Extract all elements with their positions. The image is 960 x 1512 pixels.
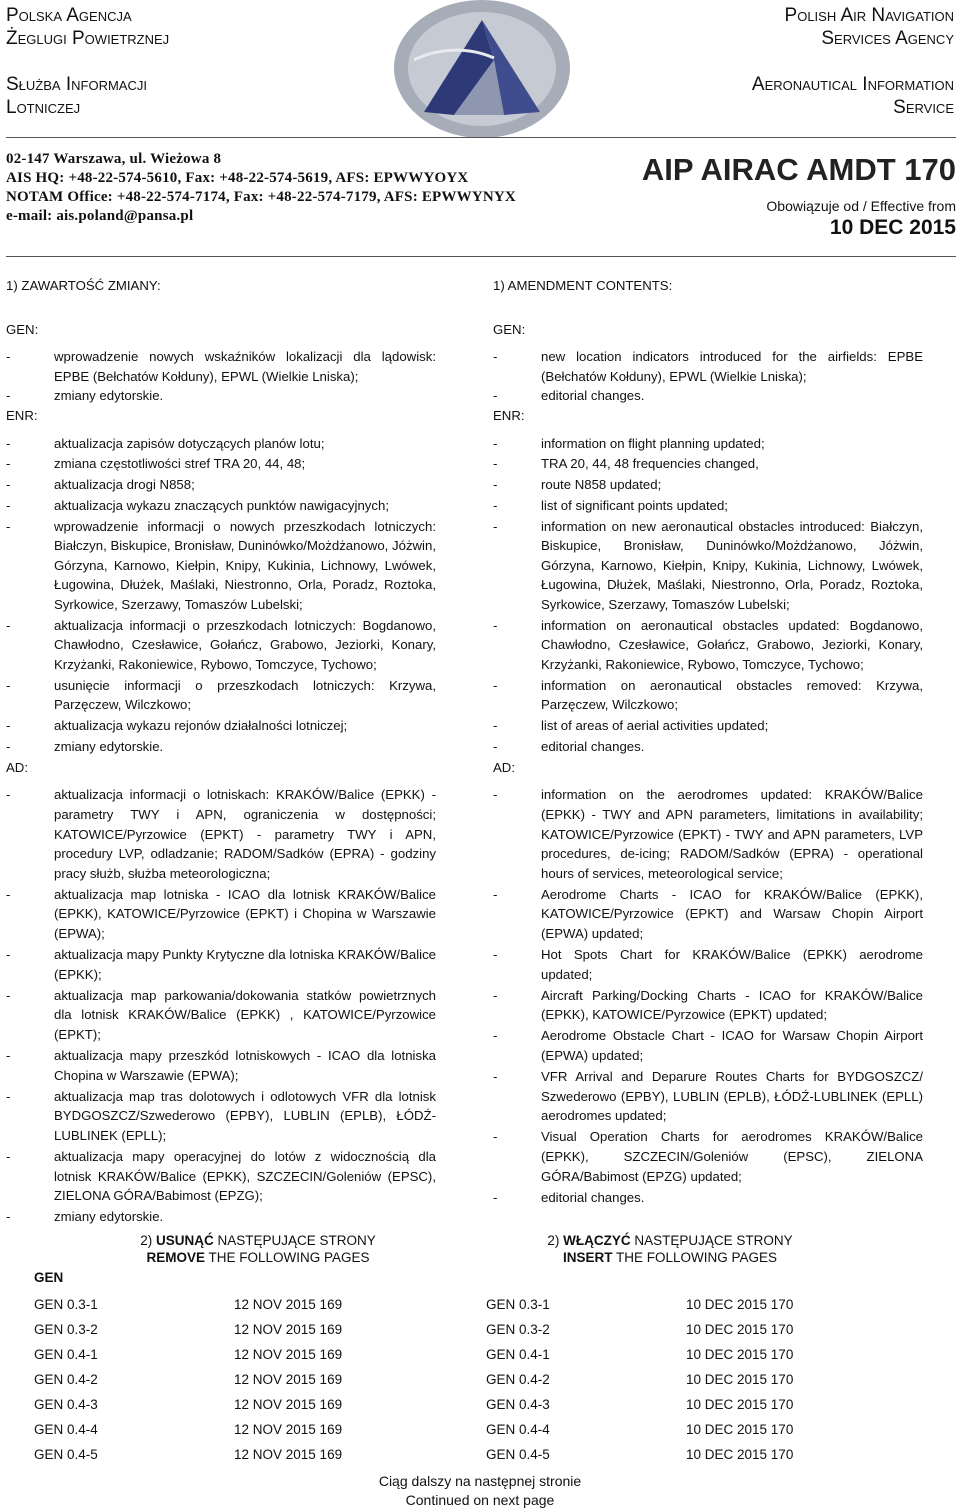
list-item-text: editorial changes. (541, 388, 645, 404)
list-item-text: Visual Operation Charts for aerodromes KRAKÓW/Balice (EPKK), SZCZECIN/Goleniów (EPSC), ZIELONA GÓRA/Babimost (EPZG) updated; (541, 1129, 923, 1184)
dash-mark: - (493, 1129, 498, 1145)
list-bullet (493, 616, 517, 675)
list-bullet (6, 885, 30, 944)
dash-mark: - (6, 886, 11, 902)
list-item (6, 785, 436, 883)
page-id: GEN 0.3-2 (486, 1322, 550, 1337)
dash-mark: - (493, 388, 498, 404)
notam-office: NOTAM Office: +48-22-574-7174, Fax: +48-22-574-7179, AFS: EPWWYNYX (6, 189, 516, 205)
list-bullet (493, 1127, 517, 1186)
list-item (6, 517, 436, 615)
list-item-text: zmiany edytorskie. (54, 1209, 164, 1225)
page-row (486, 1392, 793, 1417)
list-item (6, 1046, 436, 1085)
list-item-text: zmiana częstotliwości stref TRA 20, 44, 48; (54, 456, 306, 472)
page-row (34, 1417, 342, 1442)
header-divider (6, 137, 956, 138)
dash-mark: - (493, 1028, 498, 1044)
list-item (6, 616, 436, 675)
list-item-text: information on aeronautical obstacles removed: Krzywa, Parzęczew, Wilczkowo; (541, 677, 923, 713)
page-amendment: 12 NOV 2015 169 (234, 1447, 343, 1462)
list-item-text: aktualizacja map lotniska - ICAO dla lotnisk KRAKÓW/Balice (EPKK), KATOWICE/Pyrzowice (EPKT) i Chopina w Warszawie (EPWA); (54, 886, 436, 941)
insert-heading (540, 1232, 800, 1266)
list-item (6, 1087, 436, 1146)
dash-mark: - (6, 987, 11, 1003)
list-bullet (6, 1046, 30, 1085)
section-heading: 1) AMENDMENT CONTENTS: (493, 278, 673, 293)
page-id: GEN 0.4-5 (34, 1447, 98, 1462)
list-item-text: Hot Spots Chart for KRAKÓW/Balice (EPKK) aerodrome updated; (541, 947, 923, 982)
dash-mark: - (6, 1209, 11, 1225)
list-item-text: zmiany edytorskie. (54, 738, 164, 754)
dash-mark: - (6, 388, 11, 404)
list-item-text: VFR Arrival and Deparure Routes Charts for BYDGOSZCZ/ Szwederowo (EPBY), LUBLIN (EPLB), ŁÓDŹ-LUBLINEK (EPLL) aerodromes updated; (541, 1069, 923, 1124)
list-item (493, 517, 923, 615)
amendment-title: AIP AIRAC AMDT 170 (641, 152, 956, 187)
list-item (6, 986, 436, 1045)
list-item-text: list of significant points updated; (541, 497, 728, 513)
page-amendment: 10 DEC 2015 170 (686, 1422, 794, 1437)
list-bullet (493, 454, 517, 474)
list-item-text: zmiany edytorskie. (54, 388, 164, 404)
list-item (493, 386, 923, 406)
list-item (6, 496, 436, 516)
remove-rest-en: THE FOLLOWING PAGES (204, 1250, 370, 1265)
list-bullet (6, 716, 30, 736)
list-item (6, 1207, 436, 1227)
list-bullet (493, 986, 517, 1025)
page-row (486, 1367, 793, 1392)
page-row (486, 1442, 793, 1467)
list-bullet (6, 517, 30, 615)
list-item (493, 475, 923, 495)
list-bullet (6, 386, 30, 406)
en-org-line2: Services Agency (821, 28, 954, 49)
dash-mark: - (493, 1069, 498, 1085)
page-id: GEN 0.4-3 (486, 1397, 550, 1412)
list-item-text: editorial changes. (541, 1189, 645, 1205)
section-label-enr: ENR: (6, 407, 38, 423)
pl-org-line1: Polska Agencja (6, 5, 132, 26)
list-item (6, 454, 436, 474)
page-amendment: 12 NOV 2015 169 (234, 1397, 343, 1412)
list-bullet (6, 986, 30, 1045)
list-item (493, 716, 923, 736)
dash-mark: - (493, 477, 498, 493)
list-item-text: aktualizacja informacji o lotniskach: KRAKÓW/Balice (EPKK) - parametry TWY i APN, ograniczenia w dostępności; KATOWICE/Pyrzowice (EPKT) - parametry TWY i APN, procedury LVP, odladzanie; RADOM/Sadków (EPRA) - godziny pracy służb, służba meteorologiczna; (54, 787, 436, 881)
list-item (493, 496, 923, 516)
dash-mark: - (493, 617, 498, 633)
list-bullet (6, 945, 30, 984)
list-item (6, 434, 436, 454)
page-amendment: 12 NOV 2015 169 (234, 1422, 343, 1437)
en-service-line1: Aeronautical Information (751, 74, 954, 95)
ais-hq: AIS HQ: +48-22-574-5610, Fax: +48-22-574-5619, AFS: EPWWYOYX (6, 170, 469, 186)
dash-mark: - (6, 738, 11, 754)
list-bullet (493, 475, 517, 495)
insert-bold-en: INSERT (562, 1250, 613, 1265)
insert-bold-pl: WŁĄCZYĆ (563, 1233, 631, 1248)
list-item (493, 616, 923, 675)
section-label-gen: GEN: (6, 321, 39, 337)
page-amendment: 12 NOV 2015 169 (234, 1322, 343, 1337)
page-amendment: 10 DEC 2015 170 (686, 1297, 794, 1312)
dash-mark: - (493, 1189, 498, 1205)
page-row (34, 1342, 342, 1367)
pl-service-line1: Służba Informacji (6, 74, 147, 95)
list-item-text: TRA 20, 44, 48 frequencies changed, (541, 456, 759, 472)
insert-prefix: 2) (547, 1233, 564, 1248)
remove-prefix: 2) (140, 1233, 156, 1248)
list-bullet (493, 1026, 517, 1065)
list-item-text: aktualizacja map parkowania/dokowania statków powietrznych dla lotnisk KRAKÓW/Balice (EPKK) , KATOWICE/Pyrzowice (EPKT); (54, 987, 436, 1042)
page-id: GEN 0.4-3 (34, 1397, 98, 1412)
list-bullet (6, 737, 30, 757)
list-bullet (493, 716, 517, 736)
dash-mark: - (493, 718, 498, 734)
section-label-ad: AD: (493, 759, 515, 775)
list-bullet (6, 454, 30, 474)
list-bullet (6, 1147, 30, 1206)
page-id: GEN 0.4-1 (34, 1347, 98, 1362)
dash-mark: - (493, 456, 498, 472)
list-bullet (6, 785, 30, 883)
list-bullet (6, 475, 30, 495)
pl-org-line2: Żeglugi Powietrznej (6, 28, 170, 49)
dash-mark: - (6, 456, 11, 472)
page-id: GEN 0.4-1 (486, 1347, 550, 1362)
dash-mark: - (493, 349, 498, 365)
remove-section-label: GEN (34, 1270, 64, 1285)
list-item-text: new location indicators introduced for the airfields: EPBE (Bełchatów Kołduny), EPWL (Wielkie Lniska); (541, 349, 923, 384)
section-label-ad: AD: (6, 759, 28, 775)
page-id: GEN 0.3-1 (486, 1297, 550, 1312)
page-amendment: 10 DEC 2015 170 (686, 1347, 794, 1362)
en-service-line2: Service (893, 97, 954, 118)
list-item (6, 347, 436, 386)
footer-pl: Ciąg dalszy na następnej stronie (378, 1473, 582, 1489)
list-bullet (493, 1188, 517, 1208)
remove-bold-en: REMOVE (146, 1250, 205, 1265)
list-item (6, 885, 436, 944)
dash-mark: - (6, 947, 11, 963)
page-id: GEN 0.4-4 (486, 1422, 550, 1437)
page-id: GEN 0.4-2 (486, 1372, 550, 1387)
dash-mark: - (6, 718, 11, 734)
list-item (493, 676, 923, 715)
email: e-mail: ais.poland@pansa.pl (6, 208, 194, 224)
list-item (493, 347, 923, 386)
section-heading: 1) ZAWARTOŚĆ ZMIANY: (6, 278, 161, 293)
header-polish (6, 4, 169, 119)
insert-pages-list (486, 1292, 793, 1467)
list-item (6, 945, 436, 984)
dash-mark: - (6, 787, 11, 803)
page-row (34, 1442, 342, 1467)
list-item-text: Aerodrome Charts - ICAO for KRAKÓW/Balice (EPKK), KATOWICE/Pyrzowice (EPKT) and Warsaw Chopin Airport (EPWA) updated; (541, 886, 923, 941)
list-item (493, 434, 923, 454)
list-item (493, 1067, 923, 1126)
dash-mark: - (6, 349, 11, 365)
list-item-text: information on new aeronautical obstacles introduced: Białczyn, Biskupice, Bronisław, Duninówko/Możdżanowo, Jóżwin, Górzyna, Karnowo, Kiełpin, Knipy, Kukinia, Lichnowy, Lwówek, Ługowina, Dłużek, Maślaki, Niestronno, Orla, Poradz, Roztoka, Syrkowice, Szerzawy, Tomaszów Lubelski; (541, 518, 923, 613)
list-item-text: aktualizacja mapy Punkty Krytyczne dla lotniska KRAKÓW/Balice (EPKK); (54, 947, 436, 982)
insert-rest-pl: NASTĘPUJĄCE STRONY (630, 1233, 793, 1248)
dash-mark: - (493, 738, 498, 754)
page-amendment: 10 DEC 2015 170 (686, 1447, 794, 1462)
contact-block (6, 150, 516, 226)
header-english (752, 4, 954, 119)
dash-mark: - (6, 477, 11, 493)
insert-rest-en: THE FOLLOWING PAGES (612, 1250, 778, 1265)
address: 02-147 Warszawa, ul. Wieżowa 8 (6, 151, 222, 167)
remove-heading (128, 1232, 388, 1266)
list-bullet (493, 386, 517, 406)
dash-mark: - (6, 435, 11, 451)
footer-en: Continued on next page (405, 1492, 555, 1508)
list-item-text: aktualizacja wykazu rejonów działalności lotniczej; (54, 718, 348, 734)
dash-mark: - (6, 518, 11, 534)
page-amendment: 12 NOV 2015 169 (234, 1297, 343, 1312)
list-bullet (493, 785, 517, 883)
list-bullet (6, 1087, 30, 1146)
page-row (34, 1367, 342, 1392)
list-item (6, 737, 436, 757)
list-bullet (493, 434, 517, 454)
list-item-text: information on aeronautical obstacles updated: Bogdanowo, Chawłodno, Czesławice, Gołańcz, Grabowo, Jeziorki, Konary, Krzyżanki, Rakoniewice, Rybowo, Tomczyce, Tychowo; (541, 617, 923, 673)
page-id: GEN 0.3-2 (34, 1322, 98, 1337)
page-id: GEN 0.4-2 (34, 1372, 98, 1387)
list-item (6, 475, 436, 495)
page-id: GEN 0.4-4 (34, 1422, 98, 1437)
list-item-text: Aircraft Parking/Docking Charts - ICAO for KRAKÓW/Balice (EPKK), KATOWICE/Pyrzowice (EPKT) updated; (541, 987, 923, 1023)
list-item (6, 1147, 436, 1206)
list-item (6, 716, 436, 736)
amendment-block (642, 152, 956, 240)
dash-mark: - (493, 947, 498, 963)
list-item-text: aktualizacja map tras dolotowych i odlotowych VFR dla lotnisk BYDGOSZCZ/Szwederowo (EPBY), LUBLIN (EPLB), ŁÓDŹ-LUBLINEK (EPLL); (54, 1088, 436, 1143)
list-item (493, 785, 923, 883)
remove-rest-pl: NASTĘPUJĄCE STRONY (213, 1233, 376, 1248)
list-item (493, 1127, 923, 1186)
dash-mark: - (6, 497, 11, 513)
list-item (6, 676, 436, 715)
dash-mark: - (493, 497, 498, 513)
list-bullet (6, 347, 30, 386)
page-row (34, 1292, 342, 1317)
pl-service-line2: Lotniczej (6, 97, 81, 118)
list-item-text: aktualizacja mapy operacyjnej do lotów z widocznością dla lotnisk KRAKÓW/Balice (EPKK), SZCZECIN/Goleniów (EPSC), ZIELONA GÓRA/Babimost (EPZG); (54, 1149, 436, 1204)
list-item-text: aktualizacja mapy przeszkód lotniskowych - ICAO dla lotniska Chopina w Warszawie (EPWA); (54, 1048, 436, 1083)
list-item-text: aktualizacja informacji o przeszkodach lotniczych: Bogdanowo, Chawłodno, Czesławice, Gołańcz, Grabowo, Jeziorki, Konary, Krzyżanki, Rakoniewice, Rybowo, Tomczyce, Tychowo; (54, 617, 436, 673)
list-bullet (493, 1067, 517, 1126)
list-item (493, 986, 923, 1025)
dash-mark: - (493, 677, 498, 693)
footer (0, 1472, 960, 1510)
list-item (493, 1188, 923, 1208)
list-item (493, 454, 923, 474)
page-row (486, 1417, 793, 1442)
page-row (34, 1317, 342, 1342)
contact-divider (6, 256, 956, 257)
list-item-text: information on flight planning updated; (541, 435, 765, 451)
list-item-text: editorial changes. (541, 738, 645, 754)
list-bullet (6, 676, 30, 715)
list-bullet (493, 496, 517, 516)
page-row (486, 1342, 793, 1367)
dash-mark: - (6, 617, 11, 633)
section-label-gen: GEN: (493, 321, 526, 337)
dash-mark: - (493, 987, 498, 1003)
section-label-enr: ENR: (493, 407, 525, 423)
list-item (493, 1026, 923, 1065)
list-bullet (493, 676, 517, 715)
dash-mark: - (6, 1149, 11, 1165)
en-org-line1: Polish Air Navigation (784, 5, 954, 26)
list-bullet (493, 945, 517, 984)
list-item-text: aktualizacja wykazu znaczących punktów nawigacyjnych; (54, 497, 389, 513)
list-item-text: wprowadzenie informacji o nowych przeszkodach lotniczych: Białczyn, Biskupice, Bronisław, Duninówko/Możdżanowo, Jóżwin, Górzyna, Karnowo, Kiełpin, Knipy, Kukinia, Lichnowy, Lwówek, Ługowina, Dłużek, Maślaki, Niestronno, Orla, Poradz, Roztoka, Syrkowice, Szerzawy, Tomaszów Lubelski; (54, 518, 436, 613)
dash-mark: - (493, 518, 498, 534)
contents-polish (6, 276, 436, 1227)
list-bullet (493, 737, 517, 757)
dash-mark: - (493, 435, 498, 451)
effective-date: 10 DEC 2015 (829, 216, 956, 239)
list-item-text: information on the aerodromes updated: KRAKÓW/Balice (EPKK) - TWY and APN parameters, limitations in availability; KATOWICE/Pyrzowice (EPKT) - TWY and APN parameters, LVP procedures, de-icing; RADOM/Sadków (EPRA) - operational hours of services, meteorological service; (541, 787, 923, 881)
list-bullet (6, 616, 30, 675)
page-amendment: 10 DEC 2015 170 (686, 1322, 794, 1337)
page-row (486, 1292, 793, 1317)
list-item-text: aktualizacja zapisów dotyczących planów lotu; (54, 435, 325, 451)
page-amendment: 10 DEC 2015 170 (686, 1372, 794, 1387)
dash-mark: - (6, 1088, 11, 1104)
contents-english (493, 276, 923, 1207)
list-item (6, 386, 436, 406)
dash-mark: - (6, 677, 11, 693)
page-amendment: 10 DEC 2015 170 (686, 1397, 794, 1412)
list-bullet (6, 434, 30, 454)
dash-mark: - (493, 886, 498, 902)
list-item-text: usunięcie informacji o przeszkodach lotniczych: Krzywa, Parzęczew, Wilczkowo; (54, 677, 436, 713)
list-bullet (6, 1207, 30, 1227)
list-bullet (6, 496, 30, 516)
list-item-text: Aerodrome Obstacle Chart - ICAO for Warsaw Chopin Airport (EPWA) updated; (541, 1028, 923, 1064)
list-item (493, 885, 923, 944)
remove-bold-pl: USUNĄĆ (155, 1233, 214, 1248)
list-item (493, 737, 923, 757)
dash-mark: - (6, 1048, 11, 1064)
list-bullet (493, 347, 517, 386)
list-item (493, 945, 923, 984)
list-bullet (493, 517, 517, 615)
list-item-text: aktualizacja drogi N858; (54, 477, 195, 493)
list-item-text: route N858 updated; (541, 477, 662, 493)
remove-pages-list (34, 1292, 342, 1467)
page-row (486, 1317, 793, 1342)
effective-label: Obowiązuje od / Effective from (766, 198, 956, 214)
page-id: GEN 0.3-1 (34, 1297, 98, 1312)
page-row (34, 1392, 342, 1417)
dash-mark: - (493, 787, 498, 803)
page-amendment: 12 NOV 2015 169 (234, 1347, 343, 1362)
list-bullet (493, 885, 517, 944)
list-item-text: list of areas of aerial activities updated; (541, 718, 769, 734)
page-id: GEN 0.4-5 (486, 1447, 550, 1462)
pansa-logo (394, 0, 570, 138)
list-item-text: wprowadzenie nowych wskaźników lokalizacji dla lądowisk: EPBE (Bełchatów Kołduny), EPWL (Wielkie Lniska); (54, 349, 436, 384)
page-amendment: 12 NOV 2015 169 (234, 1372, 343, 1387)
